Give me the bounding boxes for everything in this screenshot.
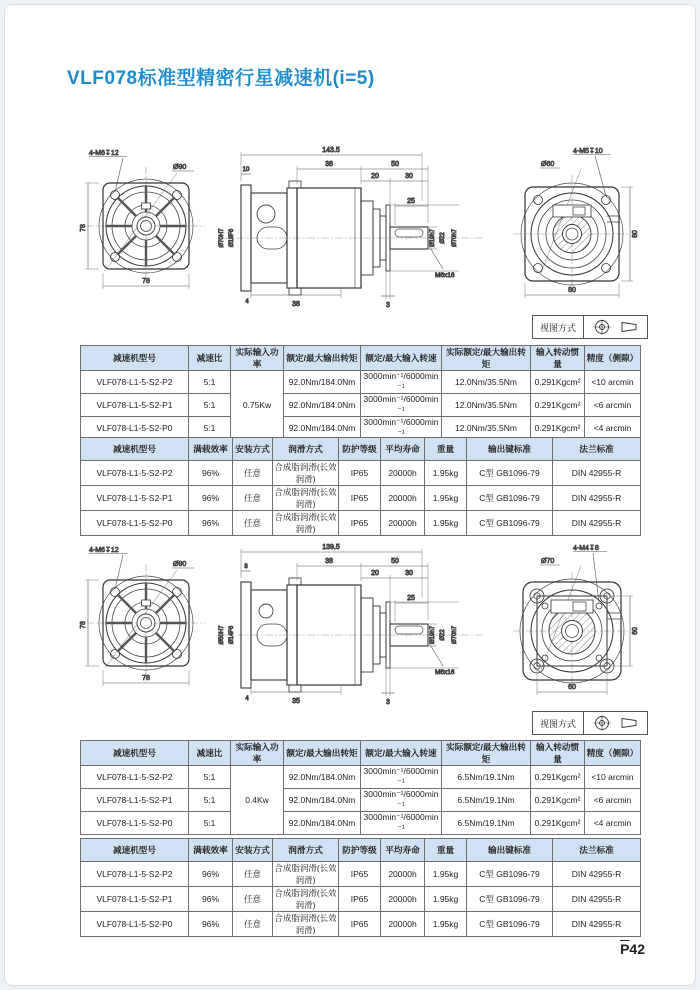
table-row: VLF078-L1-5-S2-P2 5:1 0.75Kw 92.0Nm/184.0Nm 3000min⁻¹/6000min⁻¹ 12.0Nm/35.5Nm 0.291Kgcm² <10 arcmin (81, 371, 641, 394)
table-row: VLF078-L1-5-S2-P1 5:1 92.0Nm/184.0Nm 3000min⁻¹/6000min⁻¹ 12.0Nm/35.5Nm 0.291Kgcm² <6 arcmin (81, 394, 641, 417)
dim-label: 38 (325, 161, 333, 168)
diameter-callout: Ø90 (173, 164, 187, 171)
dim-label: 60 (632, 627, 639, 635)
table-header-row: 减速机型号 减速比 实际输入功率 额定/最大输出转矩 额定/最大输入转速 实际额定/最大输出转矩 输入转动惯量 精度（侧隙） (81, 741, 641, 766)
rear-view (513, 148, 639, 298)
table-row: VLF078-L1-5-S2-P0 5:1 92.0Nm/184.0Nm 3000min⁻¹/6000min⁻¹ 12.0Nm/35.5Nm 0.291Kgcm² <4 arcmin (81, 417, 641, 440)
page-number-prefix: $\overline{P}$ (620, 941, 630, 957)
dim-label: 38 (292, 301, 300, 308)
shaft-callout: Ø19h7 (430, 625, 436, 645)
power-cell: 0.4Kw (231, 766, 284, 835)
table-row: VLF078-L1-5-S2-P0 96% 任意 合成脂润滑(长效润滑) IP65 20000h 1.95kg C型 GB1096-79 DIN 42955-R (81, 511, 641, 536)
shaft-callout: Ø22 (440, 629, 446, 641)
dim-label: 35 (292, 698, 300, 705)
power-cell: 0.75Kw (231, 371, 284, 440)
table-row: VLF078-L1-5-S2-P1 96% 任意 合成脂润滑(长效润滑) IP65 20000h 1.95kg C型 GB1096-79 DIN 42955-R (81, 486, 641, 511)
dim-label: 4 (245, 696, 249, 702)
bolt-callout: 4-M5↧10 (573, 148, 603, 155)
dim-label: 50 (391, 558, 399, 565)
dim-label: 78 (142, 675, 150, 682)
front-view (80, 547, 205, 686)
diameter-callout: Ø90 (173, 561, 187, 568)
bolt-callout: 4-M6↧12 (89, 150, 119, 157)
table-row: VLF078-L1-5-S2-P0 96% 任意 合成脂润滑(长效润滑) IP65 20000h 1.95kg C型 GB1096-79 DIN 42955-R (81, 912, 641, 937)
dim-label: 60 (568, 684, 576, 691)
dim-label: 3 (386, 302, 390, 309)
dim-label: 78 (142, 278, 150, 285)
diameter-callout: Ø70 (541, 558, 555, 565)
dim-label: 143.5 (322, 147, 340, 154)
dim-label: 80 (568, 287, 576, 294)
dim-label: 78 (80, 621, 87, 629)
view-mode-label: 视图方式 (533, 712, 584, 734)
view-mode-label: 视图方式 (533, 316, 584, 338)
dim-label: 139.5 (322, 544, 340, 551)
dim-label: 10 (242, 167, 250, 173)
dim-label: 25 (407, 595, 415, 602)
table-header-row: 减速机型号 减速比 实际输入功率 额定/最大输出转矩 额定/最大输入转速 实际额定/最大输出转矩 输入转动惯量 精度（侧隙） (81, 346, 641, 371)
page-number-value: 42 (629, 941, 645, 957)
side-view (219, 147, 485, 309)
bolt-callout: 4-M4↧8 (573, 545, 599, 552)
dim-label: 30 (405, 570, 413, 577)
dim-label: 4 (245, 299, 249, 305)
tap-callout: M6x16 (435, 272, 455, 279)
bore-callout: Ø14F6 (229, 625, 235, 645)
tap-callout: M6x16 (435, 669, 455, 676)
table-row: VLF078-L1-5-S2-P2 5:1 0.4Kw 92.0Nm/184.0Nm 3000min⁻¹/6000min⁻¹ 6.5Nm/19.1Nm 0.291Kgcm² <10 arcmin (81, 766, 641, 789)
bore-callout: Ø19F6 (229, 228, 235, 248)
front-view (80, 150, 205, 289)
view-mode-box-top (532, 315, 648, 339)
table-row: VLF078-L1-5-S2-P0 5:1 92.0Nm/184.0Nm 3000min⁻¹/6000min⁻¹ 6.5Nm/19.1Nm 0.291Kgcm² <4 arcmin (81, 812, 641, 835)
dim-label: 80 (632, 230, 639, 238)
table-row: VLF078-L1-5-S2-P1 96% 任意 合成脂润滑(长效润滑) IP65 20000h 1.95kg C型 GB1096-79 DIN 42955-R (81, 887, 641, 912)
technical-drawing-bottom (73, 540, 648, 728)
dim-label: 20 (371, 570, 379, 577)
technical-drawing-top (73, 143, 648, 331)
spec-table-bottom (80, 838, 640, 937)
rear-view (513, 545, 639, 695)
bore-callout: Ø50H7 (219, 625, 225, 645)
dim-label: 8 (244, 564, 248, 570)
bolt-callout: 4-M6↧12 (89, 547, 119, 554)
dim-label: 50 (391, 161, 399, 168)
shaft-callout: Ø22 (440, 232, 446, 244)
dim-label: 38 (325, 558, 333, 565)
dim-label: 25 (407, 198, 415, 205)
table-row: VLF078-L1-5-S2-P2 96% 任意 合成脂润滑(长效润滑) IP65 20000h 1.95kg C型 GB1096-79 DIN 42955-R (81, 461, 641, 486)
performance-table-bottom (80, 740, 640, 835)
catalog-page (4, 4, 696, 986)
performance-table-top (80, 345, 640, 440)
diameter-callout: Ø60 (541, 161, 555, 168)
side-view (219, 544, 485, 706)
dim-label: 20 (371, 173, 379, 180)
page-number (565, 941, 645, 957)
shaft-callout: Ø19h7 (430, 228, 436, 248)
table-row: VLF078-L1-5-S2-P1 5:1 92.0Nm/184.0Nm 3000min⁻¹/6000min⁻¹ 6.5Nm/19.1Nm 0.291Kgcm² <6 arcmin (81, 789, 641, 812)
dim-label: 3 (386, 699, 390, 706)
shaft-callout: Ø70h7 (452, 625, 458, 645)
page-title: VLF078标准型精密行星减速机(i=5) (67, 68, 375, 89)
table-header-row: 减速机型号 满载效率 安装方式 润滑方式 防护等级 平均寿命 重量 输出键标准 法兰标准 (81, 438, 641, 461)
projection-symbol-icon (593, 320, 636, 335)
table-row: VLF078-L1-5-S2-P2 96% 任意 合成脂润滑(长效润滑) IP65 20000h 1.95kg C型 GB1096-79 DIN 42955-R (81, 862, 641, 887)
table-header-row: 减速机型号 满载效率 安装方式 润滑方式 防护等级 平均寿命 重量 输出键标准 法兰标准 (81, 839, 641, 862)
dim-label: 30 (405, 173, 413, 180)
view-mode-box-bottom (532, 711, 648, 735)
projection-symbol-icon (593, 716, 636, 731)
bore-callout: Ø70H7 (219, 228, 225, 248)
dim-label: 78 (80, 224, 87, 232)
shaft-callout: Ø70h7 (452, 228, 458, 248)
spec-table-top (80, 437, 640, 536)
